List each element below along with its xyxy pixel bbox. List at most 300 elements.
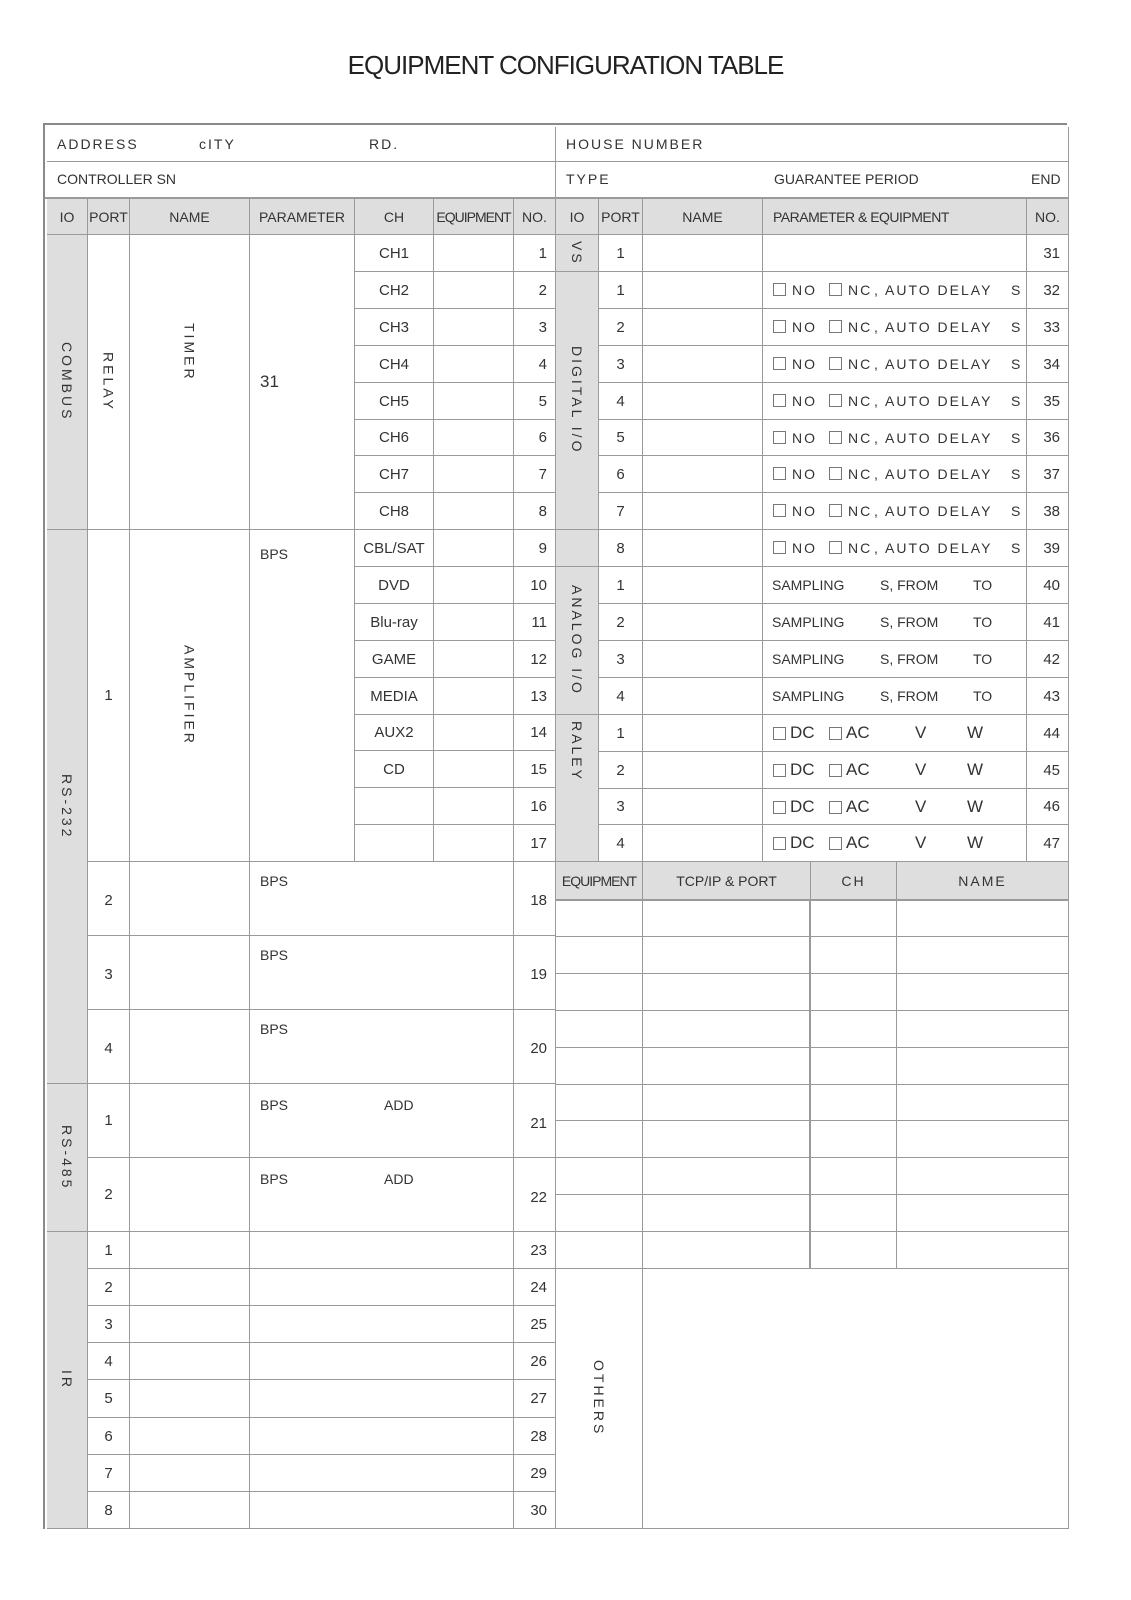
- row-number: 34: [1027, 346, 1069, 383]
- ch-cell: CBL/SAT: [355, 530, 434, 567]
- rs232-parameter: [250, 862, 514, 936]
- s-label: S: [1011, 540, 1021, 556]
- raley-name: [643, 752, 763, 789]
- digital-name: [643, 456, 763, 493]
- nc-checkbox[interactable]: [829, 504, 842, 517]
- no-checkbox[interactable]: [773, 283, 786, 296]
- ir-port: 1: [88, 1232, 130, 1269]
- analog-name: [643, 678, 763, 715]
- row-number: 31: [1027, 235, 1069, 272]
- row-number: 40: [1027, 567, 1069, 604]
- raley-parameter: [763, 825, 1027, 862]
- vs-port: 1: [599, 235, 643, 272]
- ir-port: 5: [88, 1380, 130, 1418]
- io-ir-label: IR: [59, 1370, 75, 1390]
- ir-port: 8: [88, 1492, 130, 1529]
- raley-parameter: [763, 752, 1027, 789]
- equipment-cell: [434, 788, 514, 825]
- no-checkbox[interactable]: [773, 320, 786, 333]
- ch-cell: CH1: [355, 235, 434, 272]
- no-checkbox[interactable]: [773, 541, 786, 554]
- right-header-port: PORT: [599, 199, 643, 235]
- digital-port: 2: [599, 309, 643, 346]
- ac-checkbox[interactable]: [829, 801, 842, 814]
- digital-port: 8: [599, 530, 643, 567]
- row-number: 41: [1027, 604, 1069, 641]
- network-cell: [643, 1158, 811, 1195]
- v-label: V: [915, 797, 927, 816]
- network-cell: [897, 1048, 1069, 1085]
- raley-name: [643, 715, 763, 752]
- row-number: 46: [1027, 789, 1069, 825]
- equipment-cell: [434, 272, 514, 309]
- digital-name: [643, 309, 763, 346]
- s-label: S: [1011, 430, 1021, 446]
- ir-name: [130, 1306, 250, 1343]
- row-number: 2: [514, 272, 556, 309]
- rs485-parameter: [250, 1084, 514, 1158]
- raley-port: 4: [599, 825, 643, 862]
- rs485-port: 2: [88, 1158, 130, 1232]
- w-label: W: [967, 797, 984, 816]
- auto-delay-label: , AUTO DELAY: [874, 540, 993, 556]
- nc-label: NC: [848, 393, 873, 409]
- digital-port: 5: [599, 420, 643, 456]
- equipment-cell: [434, 530, 514, 567]
- rs232-name: [130, 936, 250, 1010]
- io-rs232-label: RS-232: [59, 773, 75, 840]
- nc-label: NC: [848, 319, 873, 335]
- guarantee-period-label: GUARANTEE PERIOD: [774, 171, 919, 187]
- network-cell: [643, 974, 811, 1011]
- name-timer-label: TIMER: [181, 322, 198, 382]
- row-number: 24: [514, 1269, 556, 1306]
- nc-checkbox[interactable]: [829, 394, 842, 407]
- network-cell: [643, 1195, 811, 1232]
- ac-checkbox[interactable]: [829, 764, 842, 777]
- network-cell: [811, 1048, 897, 1085]
- ir-port: 4: [88, 1343, 130, 1380]
- equipment-cell: [434, 346, 514, 383]
- others-label-cell: [556, 1269, 643, 1529]
- nc-checkbox[interactable]: [829, 467, 842, 480]
- row-number: 21: [514, 1084, 556, 1158]
- row-number: 16: [514, 788, 556, 825]
- s-label: S: [1011, 319, 1021, 335]
- network-cell: [556, 1121, 643, 1158]
- network-cell: [897, 1195, 1069, 1232]
- network-header-equipment: EQUIPMENT: [556, 862, 643, 900]
- no-label: NO: [792, 356, 817, 372]
- equipment-cell: [434, 678, 514, 715]
- no-label: NO: [792, 393, 817, 409]
- ch-cell: Blu-ray: [355, 604, 434, 641]
- network-cell: [811, 937, 897, 974]
- io-analog: [556, 567, 599, 715]
- ac-label: AC: [846, 760, 870, 779]
- equipment-cell: [434, 493, 514, 530]
- ir-parameter: [250, 1380, 514, 1418]
- network-cell: [897, 974, 1069, 1011]
- parameter-31: 31: [250, 235, 355, 530]
- network-cell: [643, 900, 811, 937]
- add-label: ADD: [384, 1097, 414, 1113]
- nc-label: NC: [848, 540, 873, 556]
- row-number: 18: [514, 862, 556, 936]
- analog-parameter: [763, 567, 1027, 604]
- dc-checkbox[interactable]: [773, 764, 786, 777]
- ir-parameter: [250, 1418, 514, 1455]
- right-header-name: NAME: [643, 199, 763, 235]
- network-cell: [897, 900, 1069, 937]
- equipment-cell: [434, 825, 514, 862]
- digital-parameter: [763, 420, 1027, 456]
- port-relay: [88, 235, 130, 530]
- io-vs: [556, 235, 599, 272]
- right-header-io: IO: [556, 199, 599, 235]
- no-label: NO: [792, 503, 817, 519]
- v-label: V: [915, 723, 927, 742]
- raley-port: 3: [599, 789, 643, 825]
- nc-checkbox[interactable]: [829, 431, 842, 444]
- auto-delay-label: , AUTO DELAY: [874, 503, 993, 519]
- row-number: 8: [514, 493, 556, 530]
- row-number: 44: [1027, 715, 1069, 752]
- ch-cell: CH8: [355, 493, 434, 530]
- row-number: 23: [514, 1232, 556, 1269]
- type-label: TYPE: [566, 171, 611, 187]
- analog-name: [643, 641, 763, 678]
- configuration-table: [43, 123, 1067, 1529]
- row-number: 3: [514, 309, 556, 346]
- network-cell: [643, 1011, 811, 1048]
- to-label: TO: [973, 614, 993, 630]
- digital-parameter: [763, 272, 1027, 309]
- analog-parameter: [763, 641, 1027, 678]
- network-cell: [897, 1011, 1069, 1048]
- network-cell: [556, 937, 643, 974]
- analog-name: [643, 567, 763, 604]
- row-number: 15: [514, 751, 556, 788]
- s-label: S: [1011, 466, 1021, 482]
- io-rs485-label: RS-485: [59, 1124, 75, 1191]
- ch-cell: MEDIA: [355, 678, 434, 715]
- row-number: 38: [1027, 493, 1069, 530]
- dc-checkbox[interactable]: [773, 727, 786, 740]
- network-cell: [556, 1232, 643, 1269]
- ir-parameter: [250, 1232, 514, 1269]
- ch-cell: CH5: [355, 383, 434, 420]
- ch-cell: [355, 788, 434, 825]
- digital-parameter: [763, 493, 1027, 530]
- dc-label: DC: [790, 723, 815, 742]
- address-label: ADDRESS: [57, 136, 139, 152]
- row-number: 9: [514, 530, 556, 567]
- port-relay-label: RELAY: [100, 352, 117, 412]
- ir-name: [130, 1455, 250, 1492]
- network-cell: [811, 1232, 897, 1269]
- io-ir: [47, 1232, 88, 1529]
- left-header-ch: CH: [355, 199, 434, 235]
- others-label: OTHERS: [591, 1360, 607, 1437]
- nc-checkbox[interactable]: [829, 541, 842, 554]
- analog-port: 3: [599, 641, 643, 678]
- row-number: 13: [514, 678, 556, 715]
- ac-checkbox[interactable]: [829, 727, 842, 740]
- row-number: 7: [514, 456, 556, 493]
- ir-port: 2: [88, 1269, 130, 1306]
- nc-checkbox[interactable]: [829, 283, 842, 296]
- nc-label: NC: [848, 282, 873, 298]
- analog-port: 4: [599, 678, 643, 715]
- equipment-cell: [434, 715, 514, 751]
- left-header-equipment: EQUIPMENT: [434, 199, 514, 235]
- io-analog-label: ANALOG I/O: [569, 585, 585, 696]
- network-cell: [643, 1121, 811, 1158]
- rs485-port: 1: [88, 1084, 130, 1158]
- analog-parameter: [763, 678, 1027, 715]
- vs-name: [643, 235, 763, 272]
- ir-port: 3: [88, 1306, 130, 1343]
- digital-port: 4: [599, 383, 643, 420]
- ch-cell: GAME: [355, 641, 434, 678]
- analog-name: [643, 604, 763, 641]
- row-number: 25: [514, 1306, 556, 1343]
- auto-delay-label: , AUTO DELAY: [874, 466, 993, 482]
- network-cell: [556, 900, 643, 937]
- network-cell: [811, 900, 897, 937]
- io-combus: [47, 235, 88, 530]
- network-cell: [897, 1085, 1069, 1121]
- row-number: 14: [514, 715, 556, 751]
- network-cell: [897, 1121, 1069, 1158]
- auto-delay-label: , AUTO DELAY: [874, 282, 993, 298]
- analog-parameter: [763, 604, 1027, 641]
- row-number: 39: [1027, 530, 1069, 567]
- bps-label: BPS: [260, 1021, 289, 1037]
- digital-parameter: [763, 456, 1027, 493]
- row-number: 6: [514, 420, 556, 456]
- sampling-label: SAMPLING: [772, 688, 845, 704]
- ir-port: 6: [88, 1418, 130, 1455]
- no-checkbox[interactable]: [773, 467, 786, 480]
- network-cell: [556, 1195, 643, 1232]
- amplifier-port: 1: [88, 530, 130, 862]
- row-number: 43: [1027, 678, 1069, 715]
- ch-cell: [355, 825, 434, 862]
- network-header-tcp: TCP/IP & PORT: [643, 862, 811, 900]
- house-number-label: HOUSE NUMBER: [566, 136, 705, 152]
- sampling-label: SAMPLING: [772, 651, 845, 667]
- network-cell: [811, 1158, 897, 1195]
- row-number: 30: [514, 1492, 556, 1529]
- controller-sn-label: CONTROLLER SN: [57, 171, 177, 187]
- row-number: 35: [1027, 383, 1069, 420]
- no-label: NO: [792, 282, 817, 298]
- w-label: W: [967, 723, 984, 742]
- nc-checkbox[interactable]: [829, 357, 842, 370]
- raley-parameter: [763, 715, 1027, 752]
- network-cell: [897, 1232, 1069, 1269]
- bps-label: BPS: [260, 947, 289, 963]
- ir-name: [130, 1418, 250, 1455]
- no-checkbox[interactable]: [773, 394, 786, 407]
- nc-label: NC: [848, 503, 873, 519]
- raley-name: [643, 825, 763, 862]
- city-label: cITY: [199, 136, 236, 152]
- left-header-io: IO: [47, 199, 88, 235]
- add-label: ADD: [384, 1171, 414, 1187]
- nc-label: NC: [848, 430, 873, 446]
- raley-port: 2: [599, 752, 643, 789]
- row-number: 26: [514, 1343, 556, 1380]
- digital-parameter: [763, 346, 1027, 383]
- rs485-parameter: [250, 1158, 514, 1232]
- ch-cell: CH3: [355, 309, 434, 346]
- ir-parameter: [250, 1343, 514, 1380]
- row-number: 42: [1027, 641, 1069, 678]
- from-label: S, FROM: [880, 688, 939, 704]
- digital-port: 1: [599, 272, 643, 309]
- io-digital: [556, 272, 599, 530]
- rs232-port: 3: [88, 936, 130, 1010]
- w-label: W: [967, 833, 984, 852]
- no-checkbox[interactable]: [773, 357, 786, 370]
- to-label: TO: [973, 577, 993, 593]
- dc-label: DC: [790, 797, 815, 816]
- ch-cell: CH6: [355, 420, 434, 456]
- io-raley: [556, 715, 599, 862]
- row-number: 32: [1027, 272, 1069, 309]
- network-cell: [811, 1011, 897, 1048]
- network-cell: [643, 1085, 811, 1121]
- ir-name: [130, 1492, 250, 1529]
- rs232-port: 2: [88, 862, 130, 936]
- left-header-parameter: PARAMETER: [250, 199, 355, 235]
- auto-delay-label: , AUTO DELAY: [874, 319, 993, 335]
- rs232-parameter: [250, 936, 514, 1010]
- row-number: 45: [1027, 752, 1069, 789]
- end-label: END: [1031, 171, 1061, 187]
- address-row: [47, 127, 556, 162]
- network-cell: [811, 974, 897, 1011]
- io-digital-extra: [556, 530, 599, 567]
- row-number: 22: [514, 1158, 556, 1232]
- ir-parameter: [250, 1455, 514, 1492]
- ch-cell: CH7: [355, 456, 434, 493]
- equipment-cell: [434, 235, 514, 272]
- network-cell: [643, 1048, 811, 1085]
- raley-name: [643, 789, 763, 825]
- rs232-name: [130, 1010, 250, 1084]
- raley-parameter: [763, 789, 1027, 825]
- ch-cell: DVD: [355, 567, 434, 604]
- network-cell: [897, 937, 1069, 974]
- dc-checkbox[interactable]: [773, 801, 786, 814]
- ir-parameter: [250, 1269, 514, 1306]
- to-label: TO: [973, 651, 993, 667]
- network-cell: [556, 1011, 643, 1048]
- others-area: [643, 1269, 1069, 1529]
- row-number: 10: [514, 567, 556, 604]
- rs485-name: [130, 1084, 250, 1158]
- network-cell: [556, 1158, 643, 1195]
- s-label: S: [1011, 356, 1021, 372]
- ch-cell: CH4: [355, 346, 434, 383]
- house-number-row: [556, 127, 1069, 162]
- digital-port: 7: [599, 493, 643, 530]
- amplifier-parameter: BPS: [250, 530, 355, 862]
- digital-name: [643, 493, 763, 530]
- equipment-cell: [434, 383, 514, 420]
- sampling-label: SAMPLING: [772, 577, 845, 593]
- nc-checkbox[interactable]: [829, 320, 842, 333]
- left-header-name: NAME: [130, 199, 250, 235]
- digital-parameter: [763, 383, 1027, 420]
- network-cell: [643, 937, 811, 974]
- no-checkbox[interactable]: [773, 431, 786, 444]
- row-number: 36: [1027, 420, 1069, 456]
- auto-delay-label: , AUTO DELAY: [874, 430, 993, 446]
- row-number: 19: [514, 936, 556, 1010]
- sampling-label: SAMPLING: [772, 614, 845, 630]
- controller-sn-row: [47, 162, 556, 198]
- no-label: NO: [792, 540, 817, 556]
- type-row: [556, 162, 1069, 198]
- from-label: S, FROM: [880, 651, 939, 667]
- w-label: W: [967, 760, 984, 779]
- digital-name: [643, 420, 763, 456]
- network-cell: [556, 1048, 643, 1085]
- equipment-cell: [434, 641, 514, 678]
- row-number: 17: [514, 825, 556, 862]
- io-digital-label: DIGITAL I/O: [569, 346, 585, 455]
- nc-label: NC: [848, 356, 873, 372]
- io-raley-label: RALEY: [569, 721, 585, 782]
- s-label: S: [1011, 503, 1021, 519]
- analog-port: 2: [599, 604, 643, 641]
- row-number: 20: [514, 1010, 556, 1084]
- right-header-no: NO.: [1027, 199, 1069, 235]
- analog-port: 1: [599, 567, 643, 604]
- no-label: NO: [792, 319, 817, 335]
- equipment-cell: [434, 456, 514, 493]
- dc-checkbox[interactable]: [773, 837, 786, 850]
- row-number: 37: [1027, 456, 1069, 493]
- left-header-port: PORT: [88, 199, 130, 235]
- ac-checkbox[interactable]: [829, 837, 842, 850]
- s-label: S: [1011, 282, 1021, 298]
- v-label: V: [915, 760, 927, 779]
- digital-port: 3: [599, 346, 643, 383]
- network-header-ch: CH: [811, 862, 897, 900]
- page-title: EQUIPMENT CONFIGURATION TABLE: [347, 50, 784, 80]
- ch-cell: CD: [355, 751, 434, 788]
- ir-parameter: [250, 1306, 514, 1343]
- rs232-port: 4: [88, 1010, 130, 1084]
- network-cell: [811, 1121, 897, 1158]
- bps-label: BPS: [260, 1171, 289, 1187]
- amplifier-name: [130, 530, 250, 862]
- io-rs232: [47, 530, 88, 1084]
- ac-label: AC: [846, 723, 870, 742]
- row-number: 11: [514, 604, 556, 641]
- no-checkbox[interactable]: [773, 504, 786, 517]
- digital-name: [643, 346, 763, 383]
- bps-label: BPS: [260, 873, 289, 889]
- ir-parameter: [250, 1492, 514, 1529]
- network-cell: [556, 1085, 643, 1121]
